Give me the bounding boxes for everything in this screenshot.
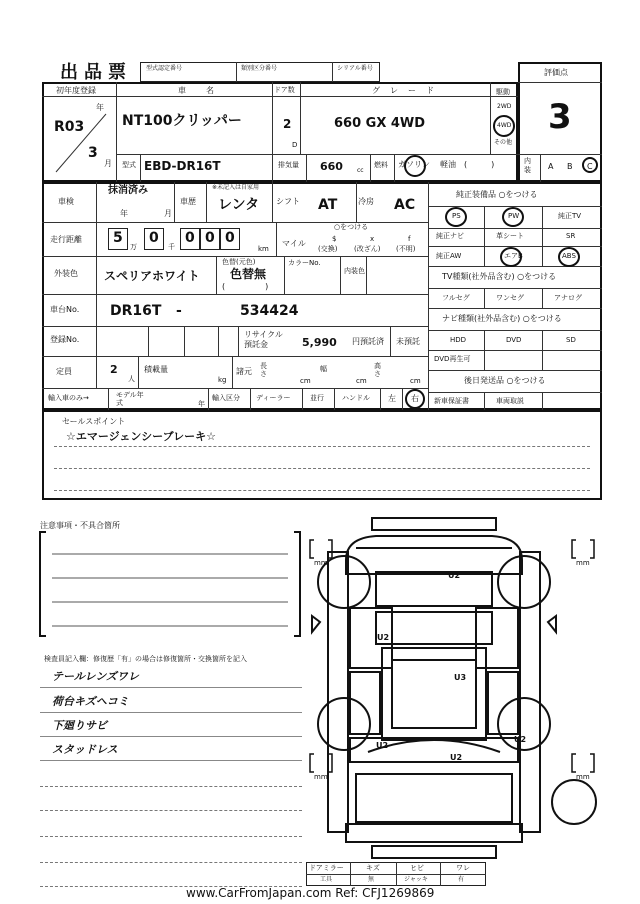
chassis-prefix: DR16T: [110, 303, 162, 319]
damage-mark: U2: [448, 571, 461, 580]
mileage-digit: 0: [185, 230, 195, 246]
kg-label: kg: [218, 376, 227, 384]
capacity-value: 2: [110, 363, 118, 376]
equip-abs: ABS: [562, 252, 576, 260]
mileage-sen-label: 千: [168, 243, 175, 251]
legend-cell: ヒビ: [410, 864, 424, 872]
class-number-label: 類別区分番号: [241, 65, 278, 72]
parallel-label: 並行: [310, 394, 324, 402]
notes-bracket: [38, 528, 302, 640]
handle-right: 右: [411, 394, 419, 403]
ac-value: AC: [394, 197, 416, 213]
drive-4wd-circle: [493, 115, 515, 137]
aftermarket-title: 後日発送品 ○をつける: [464, 376, 546, 385]
damage-mark: U2: [514, 735, 527, 744]
import-label: 輸入車のみ→: [48, 394, 89, 402]
score-value: 3: [548, 97, 572, 137]
interior-b: B: [567, 162, 573, 171]
recycle-value: 5,990: [302, 336, 337, 349]
mileage-opt3-symbol: f: [408, 235, 411, 243]
cm-label: cm: [356, 377, 367, 385]
first-reg-month: 3: [88, 145, 98, 161]
model-year-label: モデル年式: [116, 391, 144, 407]
shift-label: シフト: [276, 197, 300, 206]
damage-mark: U3: [454, 673, 467, 682]
repaint-paren: ( ): [222, 282, 269, 291]
model-type: EBD-DR16T: [144, 159, 221, 173]
car-name: NT100クリッパー: [122, 113, 242, 129]
km-label: km: [258, 245, 269, 253]
reg-no-label: 登録No.: [50, 335, 80, 344]
equip-genuine-aw: 純正AW: [436, 252, 462, 260]
height-label: 高さ: [374, 362, 381, 378]
legend-cell: ドアミラー: [309, 864, 344, 872]
doors-suffix: D: [292, 141, 298, 149]
mileage-opt1-label: (交換): [318, 245, 338, 253]
exterior-label: 外装色: [54, 269, 78, 278]
interior-a: A: [548, 162, 554, 171]
tv-full-seg: フルセグ: [442, 294, 470, 302]
drive-label: 駆動: [496, 88, 510, 96]
inspection-month-label: 月: [164, 209, 172, 218]
note-item: 下廻りサビ: [52, 719, 107, 732]
sales-point-box: [42, 410, 602, 500]
model-year-unit: 年: [198, 400, 205, 408]
notes-label: 注意事項・不具合箇所: [40, 521, 120, 530]
car-name-label: 車名: [178, 86, 234, 95]
mileage-opt1-symbol: $: [332, 235, 337, 243]
history-label: 車歴: [180, 197, 196, 206]
navi-sd: SD: [566, 336, 576, 344]
length-label: 長さ: [260, 362, 267, 378]
interior-c-circle: [582, 157, 598, 173]
damage-mark: U2: [377, 633, 390, 642]
model-type-label: 型式: [122, 161, 136, 169]
history-note: ※未記入は自家用: [212, 184, 260, 191]
year-label: 年: [96, 103, 104, 112]
sheet-title: 出品票: [60, 62, 132, 83]
first-reg-year: R03: [54, 119, 85, 135]
warranty-label: 新車保証書: [434, 397, 469, 405]
interior-c: C: [587, 162, 593, 171]
note-item: スタッドレス: [52, 743, 118, 756]
damage-mark: U2: [376, 741, 389, 750]
dealer-label: ディーラー: [256, 394, 291, 402]
mm-label: mm: [576, 559, 590, 567]
legend-cell: 有: [458, 876, 465, 883]
shift-value: AT: [318, 197, 338, 213]
displacement-label: 排気量: [278, 161, 299, 169]
damage-mark: U2: [450, 753, 463, 762]
cm-label: cm: [410, 377, 421, 385]
load-label: 積載量: [144, 365, 168, 374]
mileage-digit: 0: [225, 230, 235, 246]
footer-ref: www.CarFromJapan.com Ref: CFJ1269869: [186, 886, 435, 900]
mileage-opt3-label: (不明): [396, 245, 416, 253]
navi-dvd-play: DVD再生可: [434, 355, 471, 363]
navi-type-title: ナビ種類(社外品含む) ○をつける: [442, 314, 562, 323]
recycle-unpaid: 未預託: [396, 337, 420, 346]
navi-hdd: HDD: [450, 336, 467, 344]
drive-other: その他: [494, 139, 513, 146]
mm-label: mm: [576, 773, 590, 781]
tv-type-title: TV種類(社外品含む) ○をつける: [442, 272, 557, 281]
model-cert-label: 型式認定番号: [146, 65, 183, 72]
recycle-paid: 円預託済: [352, 337, 384, 346]
interior-label: 内装: [524, 157, 531, 174]
doors-value: 2: [283, 117, 292, 131]
tv-analog: アナログ: [554, 294, 582, 302]
mm-label: mm: [314, 773, 328, 781]
displacement-value: 660: [320, 160, 343, 173]
inspection-year-label: 年: [120, 209, 128, 218]
repaint-value: 色替無: [230, 267, 267, 281]
drive-4wd: 4WD: [497, 122, 512, 129]
equip-abs-circle: [558, 247, 580, 267]
person-label: 人: [128, 375, 135, 383]
month-label: 月: [104, 159, 112, 168]
mileage-digit: 0: [149, 230, 159, 246]
color-no-label: カラーNo.: [288, 259, 321, 267]
sales-point-label: セールスポイント: [62, 417, 126, 426]
inspector-label: 検査員記入欄：修復歴「有」の場合は修復箇所・交換箇所を記入: [44, 655, 247, 663]
capacity-label: 定員: [56, 367, 72, 376]
sales-point-text: ☆エマージェンシーブレーキ☆: [66, 430, 217, 443]
equip-ps: PS: [452, 212, 461, 220]
cm-label: cm: [300, 377, 311, 385]
doors-label: ドア数: [274, 86, 295, 94]
width-label: 幅: [320, 365, 327, 373]
handle-right-circle: [405, 389, 425, 409]
fuel-light-oil: 軽油: [440, 160, 456, 169]
equip-sr: SR: [566, 232, 576, 240]
car-damage-diagram: [306, 512, 606, 866]
equip-airbag: エアB: [504, 252, 523, 260]
mileage-opt2-label: (改ざん): [354, 245, 381, 253]
equip-genuine-tv: 純正TV: [558, 212, 582, 220]
serial-label: シリアル番号: [337, 65, 373, 72]
fuel-gasoline-circle: [404, 155, 426, 177]
genuine-equip-title: 純正装備品 ○をつける: [456, 190, 538, 199]
equip-ps-circle: [445, 207, 467, 227]
import-type-label: 輸入区分: [212, 394, 240, 402]
tv-one-seg: ワンセグ: [496, 294, 524, 302]
equip-genuine-navi: 純正ナビ: [436, 232, 464, 240]
grade-value: 660 GX 4WD: [334, 116, 426, 131]
mileage-digit: 0: [205, 230, 215, 246]
mm-label: mm: [314, 559, 328, 567]
circle-note: ○をつける: [334, 223, 369, 231]
dims-label: 諸元: [236, 367, 252, 376]
exterior-value: スペリアホワイト: [104, 269, 200, 283]
history-value: レンタ: [218, 197, 260, 213]
legend-cell: キズ: [366, 864, 380, 872]
note-item: 荷台キズヘコミ: [52, 695, 129, 708]
manual-label: 車両取説: [496, 397, 524, 405]
repaint-label: 色替(元色): [222, 258, 256, 266]
chassis-label: 車台No.: [50, 305, 80, 314]
fuel-gasoline: ガソリン: [398, 160, 430, 169]
legend-cell: ワレ: [456, 864, 470, 872]
note-item: テールレンズワレ: [52, 670, 139, 683]
mileage-man-label: 万: [130, 243, 137, 251]
inspection-label: 車検: [58, 197, 74, 206]
score-label: 評価点: [544, 68, 568, 77]
drive-2wd: 2WD: [497, 103, 512, 110]
mileage-opt2-symbol: x: [370, 235, 375, 243]
interior-color-label: 内装色: [344, 267, 365, 275]
handle-label: ハンドル: [342, 394, 370, 402]
first-reg-label: 初年度登録: [56, 86, 96, 95]
fuel-other: ( ): [464, 160, 495, 169]
mile-label: マイル: [282, 239, 306, 248]
ac-label: 冷房: [358, 197, 374, 206]
inspection-value: 抹消済み: [108, 185, 148, 196]
grade-label: グレード: [372, 86, 444, 95]
navi-dvd: DVD: [506, 336, 522, 344]
recycle-label: リサイクル預託金: [244, 330, 283, 349]
legend-cell: 無: [368, 876, 375, 883]
legend-cell: ジャッキ: [404, 876, 428, 883]
cc-label: cc: [357, 167, 364, 174]
legend-cell: 工具: [320, 876, 333, 883]
mileage-digit: 5: [113, 230, 123, 246]
equip-pw: PW: [508, 212, 520, 220]
equip-leather: 革シート: [496, 232, 524, 240]
chassis-number: 534424: [240, 303, 299, 319]
equip-pw-circle: [502, 207, 524, 227]
handle-left: 左: [388, 394, 396, 403]
equip-airbag-circle: [500, 247, 522, 267]
mileage-label: 走行距離: [50, 235, 82, 244]
fuel-label: 燃料: [374, 161, 388, 169]
chassis-dash: -: [176, 303, 182, 319]
